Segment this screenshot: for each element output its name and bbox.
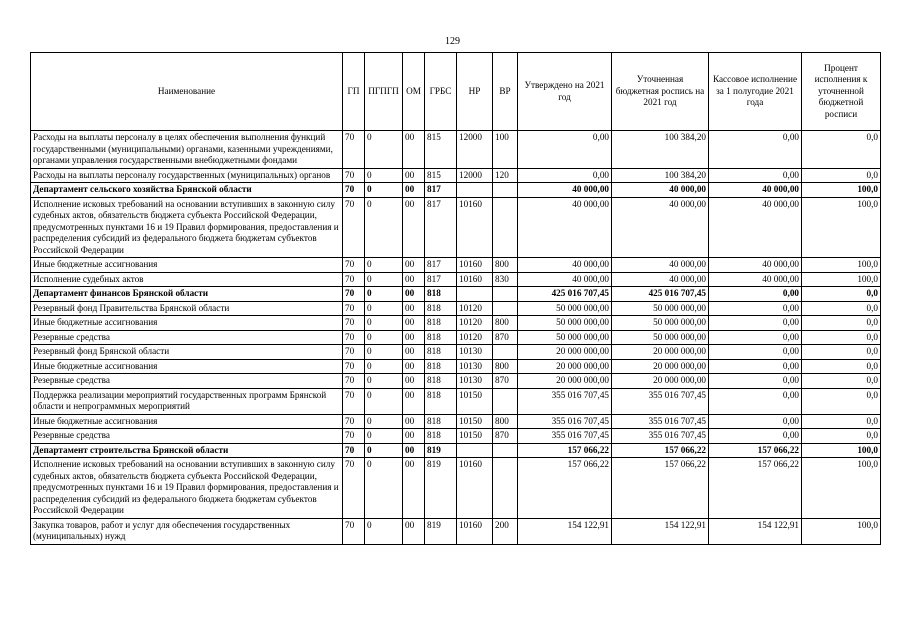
cell-name: Иные бюджетные ассигнования xyxy=(31,258,343,273)
cell-np: 10160 xyxy=(457,272,493,287)
cell-om: 00 xyxy=(403,330,425,345)
table-row xyxy=(31,345,881,360)
table-row xyxy=(31,316,881,331)
cell-approved: 355 016 707,45 xyxy=(518,388,612,414)
cell-refined: 40 000,00 xyxy=(612,258,709,273)
cell-refined: 100 384,20 xyxy=(612,131,709,169)
cell-cash: 0,00 xyxy=(709,330,802,345)
cell-om: 00 xyxy=(403,301,425,316)
cell-approved: 157 066,22 xyxy=(518,458,612,519)
cell-approved: 20 000 000,00 xyxy=(518,374,612,389)
cell-percent: 0,0 xyxy=(802,388,881,414)
cell-cash: 0,00 xyxy=(709,345,802,360)
cell-vr: 200 xyxy=(493,518,518,544)
header-om: ОМ xyxy=(403,53,425,131)
header-grbs: ГРБС xyxy=(425,53,457,131)
cell-vr: 800 xyxy=(493,316,518,331)
cell-om: 00 xyxy=(403,168,425,183)
cell-cash: 0,00 xyxy=(709,414,802,429)
cell-ppgp: 0 xyxy=(365,301,403,316)
cell-vr xyxy=(493,458,518,519)
cell-om: 00 xyxy=(403,258,425,273)
cell-cash: 0,00 xyxy=(709,388,802,414)
cell-approved: 157 066,22 xyxy=(518,443,612,458)
cell-approved: 40 000,00 xyxy=(518,272,612,287)
cell-grbs: 818 xyxy=(425,301,457,316)
cell-ppgp: 0 xyxy=(365,258,403,273)
cell-np: 10150 xyxy=(457,429,493,444)
cell-ppgp: 0 xyxy=(365,131,403,169)
cell-grbs: 818 xyxy=(425,287,457,302)
cell-vr xyxy=(493,183,518,198)
cell-percent: 100,0 xyxy=(802,272,881,287)
cell-cash: 0,00 xyxy=(709,301,802,316)
cell-gp: 70 xyxy=(343,131,365,169)
cell-om: 00 xyxy=(403,429,425,444)
cell-ppgp: 0 xyxy=(365,197,403,258)
cell-gp: 70 xyxy=(343,330,365,345)
cell-ppgp: 0 xyxy=(365,272,403,287)
cell-ppgp: 0 xyxy=(365,345,403,360)
cell-om: 00 xyxy=(403,345,425,360)
cell-refined: 157 066,22 xyxy=(612,443,709,458)
cell-vr: 120 xyxy=(493,168,518,183)
cell-name: Резервные средства xyxy=(31,330,343,345)
header-ppgp: ПГПГП xyxy=(365,53,403,131)
cell-approved: 40 000,00 xyxy=(518,258,612,273)
cell-refined: 20 000 000,00 xyxy=(612,345,709,360)
cell-name: Иные бюджетные ассигнования xyxy=(31,414,343,429)
cell-vr: 870 xyxy=(493,374,518,389)
cell-gp: 70 xyxy=(343,316,365,331)
cell-gp: 70 xyxy=(343,168,365,183)
cell-percent: 0,0 xyxy=(802,330,881,345)
cell-vr: 100 xyxy=(493,131,518,169)
cell-cash: 0,00 xyxy=(709,287,802,302)
cell-grbs: 815 xyxy=(425,168,457,183)
cell-vr: 870 xyxy=(493,429,518,444)
header-gp: ГП xyxy=(343,53,365,131)
cell-refined: 50 000 000,00 xyxy=(612,301,709,316)
cell-vr xyxy=(493,287,518,302)
header-refined: Уточненная бюджетная роспись на 2021 год xyxy=(612,53,709,131)
cell-om: 00 xyxy=(403,183,425,198)
header-cash: Кассовое исполнение за 1 полугодие 2021 года xyxy=(709,53,802,131)
cell-vr: 800 xyxy=(493,414,518,429)
cell-percent: 100,0 xyxy=(802,518,881,544)
table-row xyxy=(31,374,881,389)
cell-grbs: 818 xyxy=(425,374,457,389)
cell-name: Резервный фонд Брянской области xyxy=(31,345,343,360)
cell-np: 10150 xyxy=(457,388,493,414)
cell-np: 10150 xyxy=(457,414,493,429)
cell-approved: 50 000 000,00 xyxy=(518,330,612,345)
table-row xyxy=(31,458,881,519)
cell-vr: 800 xyxy=(493,359,518,374)
cell-name: Резервные средства xyxy=(31,374,343,389)
cell-cash: 40 000,00 xyxy=(709,197,802,258)
cell-refined: 100 384,20 xyxy=(612,168,709,183)
cell-ppgp: 0 xyxy=(365,316,403,331)
cell-np: 10160 xyxy=(457,258,493,273)
cell-gp: 70 xyxy=(343,388,365,414)
cell-ppgp: 0 xyxy=(365,518,403,544)
cell-refined: 355 016 707,45 xyxy=(612,414,709,429)
cell-gp: 70 xyxy=(343,443,365,458)
cell-grbs: 818 xyxy=(425,345,457,360)
cell-percent: 0,0 xyxy=(802,429,881,444)
cell-np: 10130 xyxy=(457,345,493,360)
cell-np: 10120 xyxy=(457,316,493,331)
page-number: 129 xyxy=(445,36,460,47)
cell-percent: 100,0 xyxy=(802,197,881,258)
cell-om: 00 xyxy=(403,359,425,374)
cell-approved: 50 000 000,00 xyxy=(518,316,612,331)
table-row xyxy=(31,518,881,544)
cell-name: Резервный фонд Правительства Брянской области xyxy=(31,301,343,316)
cell-name: Исполнение судебных актов xyxy=(31,272,343,287)
cell-vr xyxy=(493,443,518,458)
cell-gp: 70 xyxy=(343,518,365,544)
cell-percent: 0,0 xyxy=(802,345,881,360)
cell-vr xyxy=(493,301,518,316)
table-row-department xyxy=(31,443,881,458)
cell-percent: 100,0 xyxy=(802,258,881,273)
cell-gp: 70 xyxy=(343,374,365,389)
cell-np: 10160 xyxy=(457,197,493,258)
table-row xyxy=(31,168,881,183)
cell-np: 10130 xyxy=(457,359,493,374)
table-row xyxy=(31,330,881,345)
cell-percent: 0,0 xyxy=(802,131,881,169)
table-row xyxy=(31,388,881,414)
table-row xyxy=(31,301,881,316)
cell-gp: 70 xyxy=(343,429,365,444)
cell-ppgp: 0 xyxy=(365,429,403,444)
cell-ppgp: 0 xyxy=(365,414,403,429)
cell-ppgp: 0 xyxy=(365,183,403,198)
cell-name: Исполнение исковых требований на основании вступивших в законную силу судебных актов, обязательств бюджета субъекта Российской Федерации, предусмотренных пунктами 16 и 19 Правил формирования, предоставления и распределения субсидий из федерального бюджета бюджетам субъектов Российской Федерации xyxy=(31,197,343,258)
table-row xyxy=(31,197,881,258)
cell-percent: 0,0 xyxy=(802,414,881,429)
cell-approved: 20 000 000,00 xyxy=(518,345,612,360)
cell-om: 00 xyxy=(403,518,425,544)
cell-gp: 70 xyxy=(343,258,365,273)
cell-np xyxy=(457,183,493,198)
cell-grbs: 817 xyxy=(425,183,457,198)
cell-name: Иные бюджетные ассигнования xyxy=(31,316,343,331)
cell-name: Расходы на выплаты персоналу государственных (муниципальных) органов xyxy=(31,168,343,183)
header-approved: Утверждено на 2021 год xyxy=(518,53,612,131)
cell-om: 00 xyxy=(403,414,425,429)
cell-cash: 0,00 xyxy=(709,131,802,169)
cell-refined: 50 000 000,00 xyxy=(612,330,709,345)
cell-om: 00 xyxy=(403,131,425,169)
cell-refined: 40 000,00 xyxy=(612,197,709,258)
header-np: НР xyxy=(457,53,493,131)
cell-grbs: 817 xyxy=(425,272,457,287)
cell-percent: 100,0 xyxy=(802,458,881,519)
header-vr: ВР xyxy=(493,53,518,131)
cell-refined: 425 016 707,45 xyxy=(612,287,709,302)
cell-cash: 0,00 xyxy=(709,374,802,389)
cell-grbs: 817 xyxy=(425,258,457,273)
cell-cash: 40 000,00 xyxy=(709,272,802,287)
cell-approved: 0,00 xyxy=(518,131,612,169)
cell-gp: 70 xyxy=(343,345,365,360)
cell-gp: 70 xyxy=(343,414,365,429)
cell-approved: 355 016 707,45 xyxy=(518,429,612,444)
cell-gp: 70 xyxy=(343,272,365,287)
cell-grbs: 818 xyxy=(425,359,457,374)
cell-grbs: 819 xyxy=(425,518,457,544)
cell-approved: 40 000,00 xyxy=(518,197,612,258)
cell-gp: 70 xyxy=(343,183,365,198)
cell-cash: 0,00 xyxy=(709,359,802,374)
cell-cash: 0,00 xyxy=(709,168,802,183)
cell-ppgp: 0 xyxy=(365,443,403,458)
cell-om: 00 xyxy=(403,197,425,258)
table-row xyxy=(31,258,881,273)
cell-vr: 800 xyxy=(493,258,518,273)
cell-np: 10130 xyxy=(457,374,493,389)
cell-cash: 157 066,22 xyxy=(709,443,802,458)
cell-grbs: 819 xyxy=(425,443,457,458)
cell-approved: 20 000 000,00 xyxy=(518,359,612,374)
cell-grbs: 818 xyxy=(425,429,457,444)
cell-vr xyxy=(493,388,518,414)
cell-name: Поддержка реализации мероприятий государственных программ Брянской области и непрограммных мероприятий xyxy=(31,388,343,414)
cell-percent: 0,0 xyxy=(802,374,881,389)
cell-gp: 70 xyxy=(343,458,365,519)
cell-approved: 50 000 000,00 xyxy=(518,301,612,316)
cell-grbs: 818 xyxy=(425,414,457,429)
cell-approved: 0,00 xyxy=(518,168,612,183)
cell-np: 12000 xyxy=(457,168,493,183)
cell-ppgp: 0 xyxy=(365,287,403,302)
cell-cash: 0,00 xyxy=(709,316,802,331)
cell-approved: 154 122,91 xyxy=(518,518,612,544)
cell-vr xyxy=(493,197,518,258)
cell-refined: 20 000 000,00 xyxy=(612,359,709,374)
table-row xyxy=(31,414,881,429)
cell-percent: 100,0 xyxy=(802,443,881,458)
cell-percent: 0,0 xyxy=(802,316,881,331)
cell-name: Расходы на выплаты персоналу в целях обеспечения выполнения функций государственными (муниципальными) органами, казенными учреждениями, органами управления государственными внебюджетными фондами xyxy=(31,131,343,169)
cell-refined: 154 122,91 xyxy=(612,518,709,544)
cell-om: 00 xyxy=(403,458,425,519)
cell-np: 10160 xyxy=(457,458,493,519)
cell-np xyxy=(457,443,493,458)
table-row-department xyxy=(31,183,881,198)
cell-cash: 157 066,22 xyxy=(709,458,802,519)
cell-gp: 70 xyxy=(343,197,365,258)
cell-refined: 20 000 000,00 xyxy=(612,374,709,389)
cell-np: 10120 xyxy=(457,330,493,345)
cell-name: Исполнение исковых требований на основании вступивших в законную силу судебных актов, обязательств бюджета субъекта Российской Федерации, предусмотренных пунктами 16 и 19 Правил формирования, предоставления и распределения субсидий из федерального бюджета бюджетам субъектов Российской Федерации xyxy=(31,458,343,519)
cell-percent: 0,0 xyxy=(802,168,881,183)
cell-grbs: 818 xyxy=(425,316,457,331)
cell-gp: 70 xyxy=(343,359,365,374)
cell-om: 00 xyxy=(403,287,425,302)
cell-om: 00 xyxy=(403,316,425,331)
table-row xyxy=(31,131,881,169)
cell-np xyxy=(457,287,493,302)
cell-grbs: 818 xyxy=(425,388,457,414)
cell-ppgp: 0 xyxy=(365,388,403,414)
cell-refined: 355 016 707,45 xyxy=(612,388,709,414)
cell-vr: 870 xyxy=(493,330,518,345)
cell-percent: 100,0 xyxy=(802,183,881,198)
table-row-department xyxy=(31,287,881,302)
cell-refined: 157 066,22 xyxy=(612,458,709,519)
cell-gp: 70 xyxy=(343,287,365,302)
cell-name: Закупка товаров, работ и услуг для обеспечения государственных (муниципальных) нужд xyxy=(31,518,343,544)
header-name: Наименование xyxy=(31,53,343,131)
cell-gp: 70 xyxy=(343,301,365,316)
cell-grbs: 818 xyxy=(425,330,457,345)
cell-ppgp: 0 xyxy=(365,458,403,519)
cell-grbs: 817 xyxy=(425,197,457,258)
cell-cash: 154 122,91 xyxy=(709,518,802,544)
cell-refined: 355 016 707,45 xyxy=(612,429,709,444)
cell-np: 10120 xyxy=(457,301,493,316)
table-header xyxy=(31,53,881,131)
cell-percent: 0,0 xyxy=(802,301,881,316)
cell-ppgp: 0 xyxy=(365,374,403,389)
cell-name: Департамент сельского хозяйства Брянской области xyxy=(31,183,343,198)
cell-vr xyxy=(493,345,518,360)
header-percent: Процент исполнения к уточненной бюджетной росписи xyxy=(802,53,881,131)
cell-om: 00 xyxy=(403,388,425,414)
cell-om: 00 xyxy=(403,374,425,389)
cell-refined: 40 000,00 xyxy=(612,272,709,287)
cell-name: Иные бюджетные ассигнования xyxy=(31,359,343,374)
cell-ppgp: 0 xyxy=(365,359,403,374)
cell-grbs: 815 xyxy=(425,131,457,169)
cell-refined: 50 000 000,00 xyxy=(612,316,709,331)
cell-cash: 0,00 xyxy=(709,429,802,444)
budget-table xyxy=(30,52,881,545)
cell-name: Департамент финансов Брянской области xyxy=(31,287,343,302)
cell-grbs: 819 xyxy=(425,458,457,519)
cell-refined: 40 000,00 xyxy=(612,183,709,198)
cell-cash: 40 000,00 xyxy=(709,183,802,198)
cell-np: 10160 xyxy=(457,518,493,544)
cell-approved: 355 016 707,45 xyxy=(518,414,612,429)
table-body xyxy=(31,131,881,545)
table-row xyxy=(31,429,881,444)
cell-ppgp: 0 xyxy=(365,330,403,345)
cell-om: 00 xyxy=(403,443,425,458)
cell-vr: 830 xyxy=(493,272,518,287)
cell-percent: 0,0 xyxy=(802,287,881,302)
cell-approved: 40 000,00 xyxy=(518,183,612,198)
cell-cash: 40 000,00 xyxy=(709,258,802,273)
cell-approved: 425 016 707,45 xyxy=(518,287,612,302)
table-row xyxy=(31,359,881,374)
cell-name: Резервные средства xyxy=(31,429,343,444)
cell-ppgp: 0 xyxy=(365,168,403,183)
cell-np: 12000 xyxy=(457,131,493,169)
table-row xyxy=(31,272,881,287)
cell-om: 00 xyxy=(403,272,425,287)
cell-percent: 0,0 xyxy=(802,359,881,374)
cell-name: Департамент строительства Брянской области xyxy=(31,443,343,458)
